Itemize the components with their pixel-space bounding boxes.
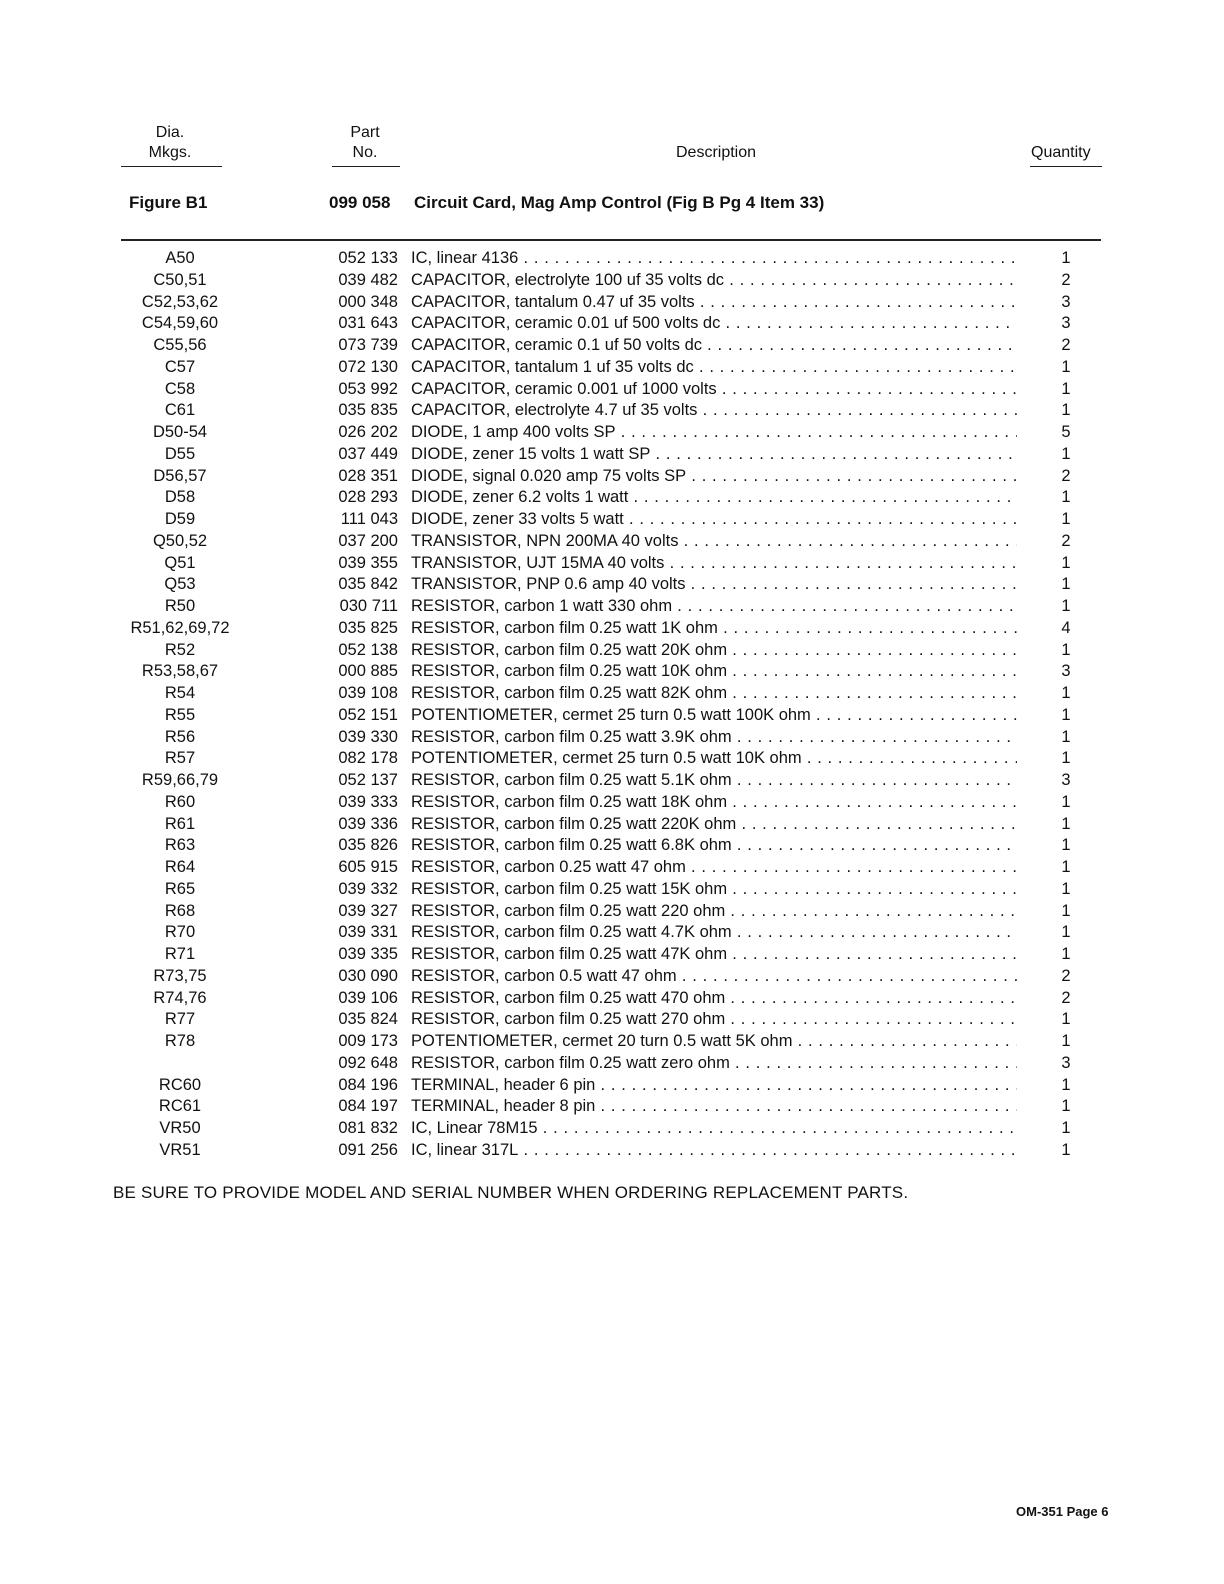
dia-mkg-cell: RC61 (158, 1097, 202, 1116)
dia-mkg-cell: VR51 (159, 1140, 201, 1159)
description-cell: IC, Linear 78M15 . . . (411, 1118, 1017, 1140)
quantity-cell: 2 (1061, 336, 1071, 354)
dia-mkg-cell: C61 (164, 401, 196, 420)
description-cell: DIODE, zener 15 volts 1 watt SP . . . (411, 444, 1017, 466)
quantity-cell: 1 (1061, 488, 1071, 507)
dia-mkg-cell: R60 (164, 792, 196, 811)
quantity-cell: 1 (1061, 1075, 1071, 1094)
description-cell: CAPACITOR, ceramic 0.01 uf 500 volts dc . . . (411, 313, 1017, 335)
table-row (0, 683, 1224, 705)
dia-mkg-cell: R59,66,79 (141, 771, 219, 789)
description-cell: RESISTOR, carbon film 0.25 watt 1K ohm . . . (411, 618, 1017, 640)
part-no-cell: 037 449 (338, 444, 398, 463)
quantity-cell: 4 (1061, 618, 1071, 637)
part-no-cell: 039 330 (338, 727, 398, 746)
part-no-cell: 081 832 (338, 1119, 398, 1137)
dia-mkg-cell: Q51 (164, 553, 196, 572)
quantity-cell: 5 (1061, 423, 1071, 441)
quantity-cell: 2 (1061, 270, 1071, 289)
header-dia-line1: Dia. (155, 124, 185, 141)
quantity-cell: 1 (1061, 705, 1071, 724)
table-row (0, 1118, 1224, 1140)
table-row (0, 835, 1224, 857)
description-cell: RESISTOR, carbon 0.5 watt 47 ohm . . . (411, 966, 1017, 988)
part-no-cell: 035 824 (338, 1010, 398, 1029)
description-cell: DIODE, 1 amp 400 volts SP . . . (411, 422, 1017, 444)
description-cell: RESISTOR, carbon film 0.25 watt 270 ohm . . . (411, 1009, 1017, 1031)
table-row (0, 1075, 1224, 1097)
quantity-cell: 2 (1061, 531, 1071, 550)
description-cell: RESISTOR, carbon film 0.25 watt 470 ohm . . . (411, 988, 1017, 1010)
part-no-cell: 039 327 (338, 901, 398, 920)
quantity-cell: 3 (1061, 1053, 1071, 1072)
quantity-cell: 1 (1061, 945, 1071, 963)
quantity-cell: 1 (1061, 1010, 1071, 1029)
quantity-cell: 1 (1061, 379, 1071, 398)
header-quantity (1031, 143, 1091, 163)
header-dia-line2: Mkgs. (148, 144, 192, 161)
part-no-cell: 039 355 (338, 553, 398, 572)
table-row (0, 509, 1224, 531)
part-no-cell: 000 348 (338, 292, 398, 311)
dia-mkg-cell: R71 (164, 945, 196, 963)
description-cell: RESISTOR, carbon film 0.25 watt 47K ohm . . . (411, 944, 1017, 966)
table-row (0, 466, 1224, 488)
quantity-cell: 1 (1061, 1140, 1071, 1159)
table-row (0, 1009, 1224, 1031)
description-cell: CAPACITOR, tantalum 1 uf 35 volts dc . . . (411, 357, 1017, 379)
description-cell: TERMINAL, header 6 pin . . . (411, 1075, 1017, 1097)
header-part-line1: Part (350, 124, 380, 141)
description-cell: RESISTOR, carbon 1 watt 330 ohm . . . (411, 596, 1017, 618)
table-row (0, 705, 1224, 727)
table-row (0, 966, 1224, 988)
page-footer: OM-351 Page 6 (1016, 1504, 1109, 1519)
part-no-cell: 084 196 (338, 1075, 398, 1094)
part-no-cell: 035 835 (338, 401, 398, 420)
part-no-cell: 039 106 (338, 988, 398, 1007)
table-row (0, 814, 1224, 836)
description-cell: RESISTOR, carbon film 0.25 watt 10K ohm . . . (411, 661, 1017, 683)
part-no-cell: 092 648 (338, 1053, 398, 1072)
part-no-cell: 039 108 (338, 684, 398, 702)
part-no-cell: 605 915 (338, 858, 398, 876)
dia-mkg-cell: Q50,52 (152, 531, 208, 550)
quantity-cell: 3 (1061, 771, 1071, 789)
dia-mkg-cell: R52 (164, 640, 196, 659)
table-row (0, 400, 1224, 422)
description-cell: RESISTOR, carbon film 0.25 watt 82K ohm . . . (411, 683, 1017, 705)
description-cell: RESISTOR, carbon film 0.25 watt 220K ohm . . . (411, 814, 1017, 836)
header-part-no (320, 123, 410, 163)
description-cell: RESISTOR, carbon film 0.25 watt 20K ohm . . . (411, 640, 1017, 662)
part-no-cell: 037 200 (338, 531, 398, 550)
table-row (0, 553, 1224, 575)
part-no-cell: 039 333 (338, 792, 398, 811)
dia-mkg-cell: R51,62,69,72 (130, 618, 230, 637)
dia-mkg-cell: R54 (164, 684, 196, 702)
description-cell: DIODE, zener 6.2 volts 1 watt . . . (411, 487, 1017, 509)
quantity-cell: 1 (1061, 1032, 1071, 1050)
quantity-cell: 1 (1061, 858, 1071, 876)
table-row (0, 596, 1224, 618)
description-cell: DIODE, zener 33 volts 5 watt . . . (411, 509, 1017, 531)
table-row (0, 292, 1224, 314)
dia-mkg-cell: A50 (165, 249, 195, 267)
quantity-cell: 1 (1061, 249, 1071, 267)
part-no-cell: 073 739 (338, 336, 398, 354)
part-no-cell: 039 336 (338, 814, 398, 833)
description-cell: POTENTIOMETER, cermet 20 turn 0.5 watt 5K ohm . . . (411, 1031, 1017, 1053)
quantity-cell: 1 (1061, 1119, 1071, 1137)
part-no-cell: 091 256 (338, 1140, 398, 1159)
table-row (0, 1031, 1224, 1053)
quantity-cell: 1 (1061, 575, 1071, 594)
dia-mkg-cell: C50,51 (153, 270, 207, 289)
dia-mkg-cell: D58 (164, 488, 196, 507)
description-cell: TRANSISTOR, NPN 200MA 40 volts . . . (411, 531, 1017, 553)
quantity-cell: 1 (1061, 510, 1071, 528)
description-cell: CAPACITOR, ceramic 0.1 uf 50 volts dc . . . (411, 335, 1017, 357)
table-row (0, 857, 1224, 879)
dia-mkg-cell: R53,58,67 (141, 662, 219, 681)
quantity-cell: 1 (1061, 901, 1071, 920)
dia-mkg-cell: D50-54 (152, 423, 208, 441)
quantity-cell: 2 (1061, 988, 1071, 1007)
description-cell: CAPACITOR, tantalum 0.47 uf 35 volts . . . (411, 292, 1017, 314)
description-cell: CAPACITOR, electrolyte 4.7 uf 35 volts . . . (411, 400, 1017, 422)
table-row (0, 1140, 1224, 1162)
table-row (0, 748, 1224, 770)
header-dia-mkgs (120, 123, 220, 163)
dia-mkg-cell: RC60 (158, 1075, 202, 1094)
table-row (0, 792, 1224, 814)
description-cell: RESISTOR, carbon film 0.25 watt 3.9K ohm . . . (411, 727, 1017, 749)
dia-mkg-cell: C57 (164, 357, 196, 376)
quantity-cell: 1 (1061, 879, 1071, 898)
description-cell: IC, linear 317L . . . (411, 1140, 1017, 1162)
quantity-cell: 1 (1061, 727, 1071, 746)
description-cell: DIODE, signal 0.020 amp 75 volts SP . . . (411, 466, 1017, 488)
table-row (0, 879, 1224, 901)
table-row (0, 422, 1224, 444)
quantity-cell: 1 (1061, 640, 1071, 659)
part-no-cell: 031 643 (338, 314, 398, 333)
figure-divider (121, 239, 1101, 241)
table-row (0, 270, 1224, 292)
description-cell: RESISTOR, carbon film 0.25 watt 15K ohm . . . (411, 879, 1017, 901)
quantity-cell: 1 (1061, 444, 1071, 463)
description-cell: CAPACITOR, ceramic 0.001 uf 1000 volts . . . (411, 379, 1017, 401)
dia-mkg-cell: R68 (164, 901, 196, 920)
table-row (0, 574, 1224, 596)
table-row (0, 618, 1224, 640)
part-no-cell: 035 825 (338, 618, 398, 637)
dia-mkg-cell: R65 (164, 879, 196, 898)
description-cell: TERMINAL, header 8 pin . . . (411, 1096, 1017, 1118)
description-cell: CAPACITOR, electrolyte 100 uf 35 volts dc . . . (411, 270, 1017, 292)
table-row (0, 487, 1224, 509)
dia-mkg-cell: C55,56 (153, 336, 207, 354)
dia-mkg-cell: D55 (164, 444, 196, 463)
figure-title: Circuit Card, Mag Amp Control (Fig B Pg 4 Item 33) (414, 193, 825, 212)
quantity-cell: 1 (1061, 749, 1071, 768)
table-row (0, 357, 1224, 379)
dia-mkg-cell: R70 (164, 923, 196, 942)
table-row (0, 1096, 1224, 1118)
dia-mkg-cell: C58 (164, 379, 196, 398)
quantity-cell: 1 (1061, 597, 1071, 615)
dia-mkg-cell: C52,53,62 (141, 292, 219, 311)
dia-mkg-cell: R55 (164, 705, 196, 724)
header-quantity-underline (1030, 166, 1102, 167)
figure-part-no: 099 058 (329, 193, 391, 212)
part-no-cell: 028 351 (338, 466, 398, 485)
dia-mkg-cell: VR50 (159, 1119, 201, 1137)
dia-mkg-cell: R57 (164, 749, 196, 768)
part-no-cell: 082 178 (338, 749, 398, 768)
header-description-text: Description (675, 144, 757, 161)
dia-mkg-cell: R78 (164, 1032, 196, 1050)
part-no-cell: 028 293 (338, 488, 398, 507)
header-quantity-text: Quantity (1031, 144, 1091, 161)
ordering-note: BE SURE TO PROVIDE MODEL AND SERIAL NUMBER WHEN ORDERING REPLACEMENT PARTS. (113, 1183, 909, 1202)
dia-mkg-cell: C54,59,60 (141, 314, 219, 333)
quantity-cell: 1 (1061, 401, 1071, 420)
table-row (0, 770, 1224, 792)
part-no-cell: 030 090 (338, 966, 398, 985)
dia-mkg-cell: R56 (164, 727, 196, 746)
dia-mkg-cell: R77 (164, 1010, 196, 1029)
figure-label: Figure B1 (129, 193, 208, 212)
dia-mkg-cell: Q53 (164, 575, 196, 594)
part-no-cell: 084 197 (338, 1097, 398, 1116)
part-no-cell: 052 133 (338, 249, 398, 267)
table-row (0, 444, 1224, 466)
description-cell: RESISTOR, carbon film 0.25 watt 6.8K ohm . . . (411, 835, 1017, 857)
table-row (0, 379, 1224, 401)
table-row (0, 661, 1224, 683)
header-part-line2: No. (352, 144, 378, 161)
part-no-cell: 039 335 (338, 945, 398, 963)
header-dia-underline (121, 166, 222, 167)
description-cell: RESISTOR, carbon film 0.25 watt 4.7K ohm . . . (411, 922, 1017, 944)
part-no-cell: 039 331 (338, 923, 398, 942)
part-no-cell: 111 043 (340, 510, 398, 528)
part-no-cell: 052 138 (338, 640, 398, 659)
description-cell: IC, linear 4136 . . . (411, 248, 1017, 270)
table-row (0, 640, 1224, 662)
description-cell: RESISTOR, carbon film 0.25 watt 5.1K ohm . . . (411, 770, 1017, 792)
description-cell: RESISTOR, carbon film 0.25 watt 18K ohm . . . (411, 792, 1017, 814)
quantity-cell: 3 (1061, 292, 1071, 311)
dia-mkg-cell: R73,75 (153, 966, 207, 985)
part-no-cell: 030 711 (339, 597, 398, 615)
description-cell: TRANSISTOR, PNP 0.6 amp 40 volts . . . (411, 574, 1017, 596)
dia-mkg-cell: R64 (164, 858, 196, 876)
table-row (0, 248, 1224, 270)
description-cell: POTENTIOMETER, cermet 25 turn 0.5 watt 100K ohm . . . (411, 705, 1017, 727)
header-part-underline (332, 166, 400, 167)
table-row (0, 988, 1224, 1010)
table-row (0, 727, 1224, 749)
quantity-cell: 1 (1061, 357, 1071, 376)
dia-mkg-cell: R61 (164, 814, 196, 833)
quantity-cell: 1 (1061, 553, 1071, 572)
quantity-cell: 1 (1061, 1097, 1071, 1116)
parts-list (0, 248, 1224, 1162)
quantity-cell: 3 (1061, 662, 1071, 681)
part-no-cell: 052 151 (338, 705, 398, 724)
quantity-cell: 1 (1061, 923, 1071, 942)
quantity-cell: 1 (1061, 684, 1071, 702)
dia-mkg-cell: R50 (164, 597, 196, 615)
dia-mkg-cell: D59 (164, 510, 196, 528)
part-no-cell: 035 842 (338, 575, 398, 594)
part-no-cell: 039 332 (338, 879, 398, 898)
part-no-cell: 026 202 (338, 423, 398, 441)
quantity-cell: 1 (1061, 836, 1071, 855)
header-description (566, 143, 866, 163)
part-no-cell: 009 173 (338, 1032, 398, 1050)
dia-mkg-cell: R63 (164, 836, 196, 855)
description-cell: RESISTOR, carbon film 0.25 watt zero ohm . . . (411, 1053, 1017, 1075)
description-cell: POTENTIOMETER, cermet 25 turn 0.5 watt 10K ohm . . . (411, 748, 1017, 770)
quantity-cell: 2 (1061, 966, 1071, 985)
quantity-cell: 1 (1061, 792, 1071, 811)
dia-mkg-cell: D56,57 (153, 466, 207, 485)
part-no-cell: 053 992 (338, 379, 398, 398)
table-row (0, 313, 1224, 335)
description-cell: RESISTOR, carbon 0.25 watt 47 ohm . . . (411, 857, 1017, 879)
part-no-cell: 000 885 (338, 662, 398, 681)
description-cell: RESISTOR, carbon film 0.25 watt 220 ohm . . . (411, 901, 1017, 923)
part-no-cell: 039 482 (338, 270, 398, 289)
quantity-cell: 1 (1061, 814, 1071, 833)
part-no-cell: 035 826 (338, 836, 398, 855)
dia-mkg-cell: R74,76 (153, 988, 207, 1007)
table-row (0, 944, 1224, 966)
table-row (0, 901, 1224, 923)
table-row (0, 335, 1224, 357)
table-row (0, 922, 1224, 944)
quantity-cell: 2 (1061, 466, 1071, 485)
description-cell: TRANSISTOR, UJT 15MA 40 volts . . . (411, 553, 1017, 575)
table-row (0, 1053, 1224, 1075)
quantity-cell: 3 (1061, 314, 1071, 333)
part-no-cell: 072 130 (338, 357, 398, 376)
table-row (0, 531, 1224, 553)
part-no-cell: 052 137 (338, 771, 398, 789)
